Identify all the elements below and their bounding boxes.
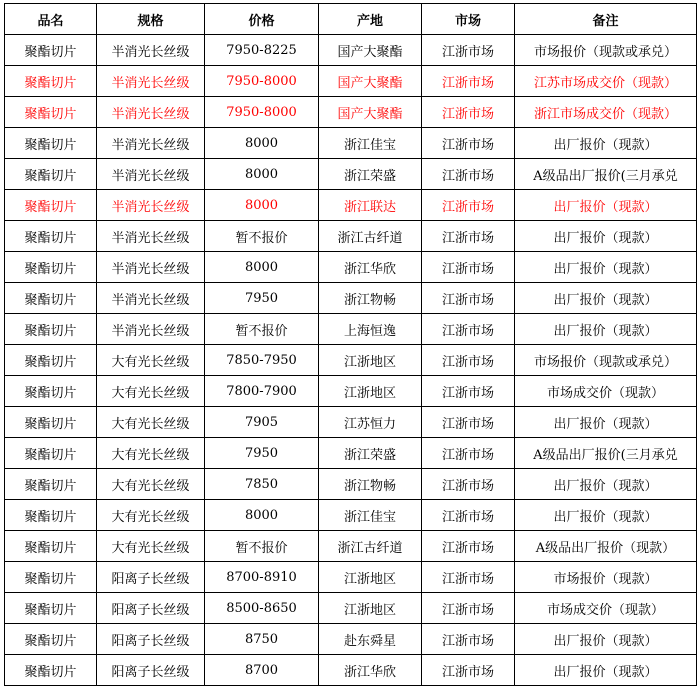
market-cell: 江浙市场 (422, 531, 515, 562)
price-cell: 7950 (205, 283, 319, 314)
table-row (5, 469, 697, 500)
table-row (5, 252, 697, 283)
price-cell: 7950-8225 (205, 35, 319, 66)
table-row (5, 128, 697, 159)
specification-cell: 大有光长丝级 (97, 376, 205, 407)
table-header (5, 4, 697, 35)
remarks-cell: 出厂报价（现款） (515, 655, 697, 686)
specification-cell: 半消光长丝级 (97, 128, 205, 159)
price-cell: 8000 (205, 128, 319, 159)
specification-cell: 半消光长丝级 (97, 35, 205, 66)
price-cell: 8500-8650 (205, 593, 319, 624)
remarks-cell: 出厂报价（现款） (515, 500, 697, 531)
origin-cell: 国产大聚酯 (319, 35, 422, 66)
table-row (5, 438, 697, 469)
remarks-cell: 出厂报价（现款） (515, 407, 697, 438)
remarks-cell: A级品出厂报价(三月承兑 (515, 438, 697, 469)
product-name-cell: 聚酯切片 (5, 438, 97, 469)
specification-cell: 大有光长丝级 (97, 345, 205, 376)
market-cell: 江浙市场 (422, 128, 515, 159)
product-name-cell: 聚酯切片 (5, 97, 97, 128)
price-cell: 8700-8910 (205, 562, 319, 593)
product-name-cell: 聚酯切片 (5, 35, 97, 66)
table-row (5, 97, 697, 128)
product-name-cell: 聚酯切片 (5, 376, 97, 407)
specification-cell: 半消光长丝级 (97, 221, 205, 252)
market-cell: 江浙市场 (422, 593, 515, 624)
origin-cell: 江浙地区 (319, 345, 422, 376)
market-cell: 江浙市场 (422, 190, 515, 221)
origin-cell: 浙江物畅 (319, 283, 422, 314)
price-cell: 8000 (205, 190, 319, 221)
product-name-cell: 聚酯切片 (5, 593, 97, 624)
table-row (5, 593, 697, 624)
product-name-cell: 聚酯切片 (5, 314, 97, 345)
remarks-cell: 市场成交价（现款） (515, 593, 697, 624)
header-specification: 规格 (97, 4, 205, 35)
price-cell: 7950 (205, 438, 319, 469)
market-cell: 江浙市场 (422, 655, 515, 686)
origin-cell: 浙江佳宝 (319, 500, 422, 531)
remarks-cell: 出厂报价（现款） (515, 190, 697, 221)
table-row (5, 283, 697, 314)
remarks-cell: 出厂报价（现款） (515, 624, 697, 655)
market-cell: 江浙市场 (422, 345, 515, 376)
price-cell: 8750 (205, 624, 319, 655)
market-cell: 江浙市场 (422, 159, 515, 190)
market-cell: 江浙市场 (422, 252, 515, 283)
specification-cell: 大有光长丝级 (97, 407, 205, 438)
table-row (5, 407, 697, 438)
product-name-cell: 聚酯切片 (5, 624, 97, 655)
price-cell: 7850-7950 (205, 345, 319, 376)
remarks-cell: 市场报价（现款或承兑） (515, 345, 697, 376)
price-cell: 8000 (205, 500, 319, 531)
remarks-cell: 出厂报价（现款） (515, 314, 697, 345)
origin-cell: 江浙地区 (319, 562, 422, 593)
remarks-cell: 出厂报价（现款） (515, 252, 697, 283)
market-cell: 江浙市场 (422, 283, 515, 314)
origin-cell: 浙江华欣 (319, 655, 422, 686)
product-name-cell: 聚酯切片 (5, 66, 97, 97)
market-cell: 江浙市场 (422, 376, 515, 407)
market-cell: 江浙市场 (422, 221, 515, 252)
remarks-cell: 出厂报价（现款） (515, 469, 697, 500)
product-name-cell: 聚酯切片 (5, 407, 97, 438)
table-row (5, 531, 697, 562)
product-name-cell: 聚酯切片 (5, 345, 97, 376)
table-row (5, 655, 697, 686)
product-name-cell: 聚酯切片 (5, 252, 97, 283)
remarks-cell: 市场成交价（现款） (515, 376, 697, 407)
remarks-cell: 出厂报价（现款） (515, 128, 697, 159)
price-cell: 8000 (205, 159, 319, 190)
product-name-cell: 聚酯切片 (5, 531, 97, 562)
table-row (5, 35, 697, 66)
table-row (5, 500, 697, 531)
product-name-cell: 聚酯切片 (5, 283, 97, 314)
product-name-cell: 聚酯切片 (5, 221, 97, 252)
origin-cell: 浙江物畅 (319, 469, 422, 500)
specification-cell: 半消光长丝级 (97, 97, 205, 128)
table-row (5, 562, 697, 593)
product-name-cell: 聚酯切片 (5, 190, 97, 221)
price-cell: 暂不报价 (205, 314, 319, 345)
header-market: 市场 (422, 4, 515, 35)
specification-cell: 半消光长丝级 (97, 159, 205, 190)
product-name-cell: 聚酯切片 (5, 469, 97, 500)
specification-cell: 半消光长丝级 (97, 252, 205, 283)
product-name-cell: 聚酯切片 (5, 500, 97, 531)
product-name-cell: 聚酯切片 (5, 655, 97, 686)
specification-cell: 阳离子长丝级 (97, 562, 205, 593)
header-price: 价格 (205, 4, 319, 35)
market-cell: 江浙市场 (422, 562, 515, 593)
origin-cell: 江浙地区 (319, 593, 422, 624)
remarks-cell: 市场报价（现款或承兑） (515, 35, 697, 66)
price-cell: 暂不报价 (205, 531, 319, 562)
table-row (5, 314, 697, 345)
table-row (5, 624, 697, 655)
market-cell: 江浙市场 (422, 66, 515, 97)
origin-cell: 浙江佳宝 (319, 128, 422, 159)
market-cell: 江浙市场 (422, 35, 515, 66)
origin-cell: 江浙地区 (319, 376, 422, 407)
origin-cell: 上海恒逸 (319, 314, 422, 345)
table-row (5, 221, 697, 252)
specification-cell: 大有光长丝级 (97, 500, 205, 531)
market-cell: 江浙市场 (422, 438, 515, 469)
origin-cell: 国产大聚酯 (319, 97, 422, 128)
table-body (5, 35, 697, 686)
product-name-cell: 聚酯切片 (5, 562, 97, 593)
origin-cell: 浙江荣盛 (319, 438, 422, 469)
remarks-cell: 出厂报价（现款） (515, 283, 697, 314)
specification-cell: 阳离子长丝级 (97, 624, 205, 655)
table-row (5, 159, 697, 190)
origin-cell: 浙江华欣 (319, 252, 422, 283)
remarks-cell: 浙江市场成交价（现款） (515, 97, 697, 128)
specification-cell: 半消光长丝级 (97, 66, 205, 97)
market-cell: 江浙市场 (422, 624, 515, 655)
table-row (5, 376, 697, 407)
origin-cell: 赴东舜星 (319, 624, 422, 655)
specification-cell: 阳离子长丝级 (97, 593, 205, 624)
specification-cell: 半消光长丝级 (97, 314, 205, 345)
remarks-cell: 江苏市场成交价（现款） (515, 66, 697, 97)
specification-cell: 半消光长丝级 (97, 283, 205, 314)
product-name-cell: 聚酯切片 (5, 128, 97, 159)
market-cell: 江浙市场 (422, 314, 515, 345)
market-cell: 江浙市场 (422, 407, 515, 438)
origin-cell: 浙江古纤道 (319, 221, 422, 252)
market-cell: 江浙市场 (422, 500, 515, 531)
price-cell: 8700 (205, 655, 319, 686)
remarks-cell: 出厂报价（现款） (515, 221, 697, 252)
header-origin: 产地 (319, 4, 422, 35)
remarks-cell: A级品出厂报价（现款） (515, 531, 697, 562)
specification-cell: 半消光长丝级 (97, 190, 205, 221)
header-row (5, 4, 697, 35)
price-cell: 7850 (205, 469, 319, 500)
origin-cell: 国产大聚酯 (319, 66, 422, 97)
remarks-cell: 市场报价（现款） (515, 562, 697, 593)
origin-cell: 浙江古纤道 (319, 531, 422, 562)
price-cell: 7800-7900 (205, 376, 319, 407)
specification-cell: 大有光长丝级 (97, 469, 205, 500)
market-cell: 江浙市场 (422, 97, 515, 128)
product-name-cell: 聚酯切片 (5, 159, 97, 190)
origin-cell: 浙江荣盛 (319, 159, 422, 190)
specification-cell: 大有光长丝级 (97, 531, 205, 562)
remarks-cell: A级品出厂报价(三月承兑 (515, 159, 697, 190)
table-row (5, 66, 697, 97)
price-cell: 8000 (205, 252, 319, 283)
specification-cell: 阳离子长丝级 (97, 655, 205, 686)
price-cell: 7905 (205, 407, 319, 438)
origin-cell: 江苏恒力 (319, 407, 422, 438)
market-cell: 江浙市场 (422, 469, 515, 500)
price-cell: 7950-8000 (205, 97, 319, 128)
header-remarks: 备注 (515, 4, 697, 35)
specification-cell: 大有光长丝级 (97, 438, 205, 469)
origin-cell: 浙江联达 (319, 190, 422, 221)
price-cell: 7950-8000 (205, 66, 319, 97)
header-product-name: 品名 (5, 4, 97, 35)
price-table (4, 3, 697, 686)
table-row (5, 190, 697, 221)
price-cell: 暂不报价 (205, 221, 319, 252)
table-row (5, 345, 697, 376)
